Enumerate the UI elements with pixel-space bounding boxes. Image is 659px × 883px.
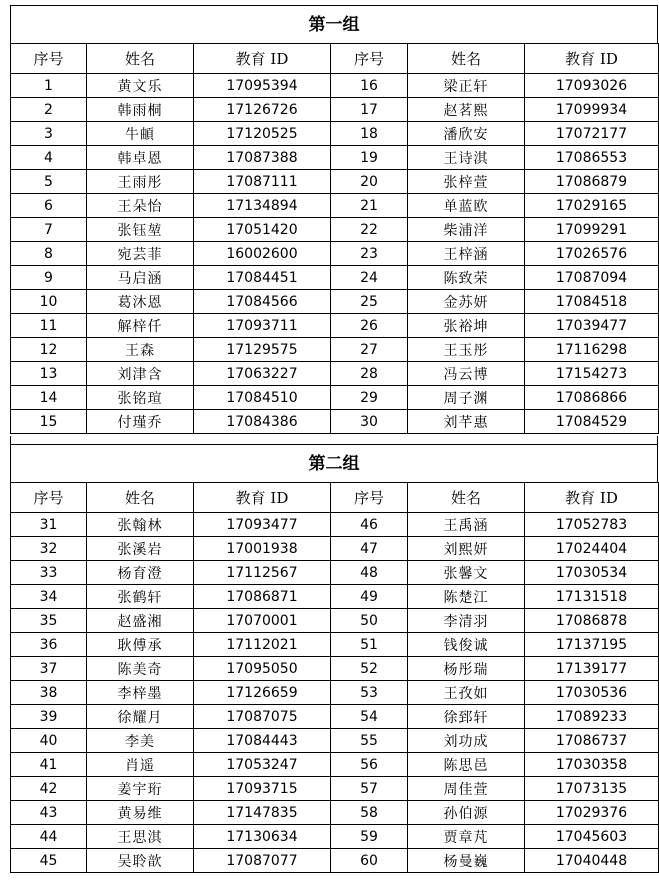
cell-index: 11 — [11, 314, 87, 338]
table-row — [11, 729, 659, 753]
cell-index: 31 — [11, 513, 87, 537]
table-row — [11, 825, 659, 849]
cell-edu-id: 17086871 — [194, 585, 331, 609]
cell-edu-id: 17087075 — [194, 705, 331, 729]
cell-index: 60 — [331, 849, 408, 873]
cell-edu-id: 17093026 — [525, 74, 659, 98]
cell-edu-id: 17086866 — [525, 386, 659, 410]
cell-index: 1 — [11, 74, 87, 98]
cell-index: 27 — [331, 338, 408, 362]
cell-index: 5 — [11, 170, 87, 194]
cell-name: 赵盛湘 — [87, 609, 194, 633]
cell-name: 单蓝欧 — [408, 194, 525, 218]
cell-index: 21 — [331, 194, 408, 218]
table-row — [11, 585, 659, 609]
cell-index: 13 — [11, 362, 87, 386]
cell-index: 2 — [11, 98, 87, 122]
cell-edu-id: 17099291 — [525, 218, 659, 242]
cell-edu-id: 17093711 — [194, 314, 331, 338]
cell-name: 陈思邑 — [408, 753, 525, 777]
cell-edu-id: 17134894 — [194, 194, 331, 218]
cell-edu-id: 17086553 — [525, 146, 659, 170]
header-edu-id: 教育 ID — [525, 44, 659, 74]
header-index: 序号 — [331, 44, 408, 74]
table-row — [11, 338, 659, 362]
cell-name: 李美 — [87, 729, 194, 753]
cell-edu-id: 17126659 — [194, 681, 331, 705]
cell-index: 16 — [331, 74, 408, 98]
cell-index: 53 — [331, 681, 408, 705]
cell-index: 56 — [331, 753, 408, 777]
cell-index: 3 — [11, 122, 87, 146]
table-row — [11, 290, 659, 314]
cell-edu-id: 17130634 — [194, 825, 331, 849]
table-row — [11, 74, 659, 98]
cell-index: 58 — [331, 801, 408, 825]
cell-name: 黄文乐 — [87, 74, 194, 98]
cell-name: 陈楚江 — [408, 585, 525, 609]
table-row — [11, 753, 659, 777]
cell-edu-id: 17030358 — [525, 753, 659, 777]
cell-name: 解梓仟 — [87, 314, 194, 338]
cell-name: 付瑾乔 — [87, 410, 194, 434]
header-edu-id: 教育 ID — [194, 483, 331, 513]
cell-index: 55 — [331, 729, 408, 753]
cell-name: 陈美奇 — [87, 657, 194, 681]
cell-name: 王朵怡 — [87, 194, 194, 218]
group-title: 第二组 — [10, 444, 658, 482]
cell-name: 钱俊诚 — [408, 633, 525, 657]
cell-edu-id: 17084518 — [525, 290, 659, 314]
table-row — [11, 242, 659, 266]
cell-name: 王禹涵 — [408, 513, 525, 537]
cell-index: 38 — [11, 681, 87, 705]
cell-name: 梁正轩 — [408, 74, 525, 98]
cell-index: 6 — [11, 194, 87, 218]
cell-index: 32 — [11, 537, 87, 561]
cell-name: 葛沐恩 — [87, 290, 194, 314]
cell-name: 张铭瑄 — [87, 386, 194, 410]
cell-index: 51 — [331, 633, 408, 657]
cell-edu-id: 17084510 — [194, 386, 331, 410]
cell-index: 24 — [331, 266, 408, 290]
header-edu-id: 教育 ID — [525, 483, 659, 513]
cell-edu-id: 17139177 — [525, 657, 659, 681]
cell-name: 王玉彤 — [408, 338, 525, 362]
header-index: 序号 — [331, 483, 408, 513]
group-title: 第一组 — [10, 5, 658, 43]
cell-edu-id: 17024404 — [525, 537, 659, 561]
cell-index: 20 — [331, 170, 408, 194]
cell-name: 姜宇珩 — [87, 777, 194, 801]
cell-edu-id: 17086737 — [525, 729, 659, 753]
cell-index: 26 — [331, 314, 408, 338]
table-row — [11, 633, 659, 657]
cell-index: 9 — [11, 266, 87, 290]
table-row — [11, 266, 659, 290]
cell-edu-id: 17040448 — [525, 849, 659, 873]
cell-edu-id: 17120525 — [194, 122, 331, 146]
cell-name: 张鹤轩 — [87, 585, 194, 609]
cell-edu-id: 17087094 — [525, 266, 659, 290]
cell-index: 7 — [11, 218, 87, 242]
cell-edu-id: 17126726 — [194, 98, 331, 122]
cell-edu-id: 17086879 — [525, 170, 659, 194]
table-row — [11, 657, 659, 681]
cell-index: 44 — [11, 825, 87, 849]
cell-name: 刘津含 — [87, 362, 194, 386]
table-row — [11, 410, 659, 434]
cell-index: 37 — [11, 657, 87, 681]
cell-name: 张梓萱 — [408, 170, 525, 194]
cell-edu-id: 17072177 — [525, 122, 659, 146]
cell-edu-id: 17026576 — [525, 242, 659, 266]
cell-edu-id: 17030536 — [525, 681, 659, 705]
cell-name: 孙伯源 — [408, 801, 525, 825]
cell-index: 39 — [11, 705, 87, 729]
cell-edu-id: 17084566 — [194, 290, 331, 314]
cell-edu-id: 17084451 — [194, 266, 331, 290]
cell-name: 潘欣安 — [408, 122, 525, 146]
cell-edu-id: 17063227 — [194, 362, 331, 386]
cell-name: 耿傅承 — [87, 633, 194, 657]
cell-name: 马启涵 — [87, 266, 194, 290]
table-row — [11, 218, 659, 242]
cell-edu-id: 17070001 — [194, 609, 331, 633]
cell-name: 陈致荣 — [408, 266, 525, 290]
cell-name: 张溪岩 — [87, 537, 194, 561]
cell-index: 15 — [11, 410, 87, 434]
cell-edu-id: 17029376 — [525, 801, 659, 825]
cell-index: 41 — [11, 753, 87, 777]
cell-index: 29 — [331, 386, 408, 410]
cell-index: 22 — [331, 218, 408, 242]
cell-name: 柴浦洋 — [408, 218, 525, 242]
table-row — [11, 705, 659, 729]
cell-index: 30 — [331, 410, 408, 434]
cell-name: 贾章芃 — [408, 825, 525, 849]
cell-index: 4 — [11, 146, 87, 170]
cell-edu-id: 17089233 — [525, 705, 659, 729]
cell-index: 59 — [331, 825, 408, 849]
cell-edu-id: 17086878 — [525, 609, 659, 633]
cell-edu-id: 17084443 — [194, 729, 331, 753]
cell-name: 王诗淇 — [408, 146, 525, 170]
cell-edu-id: 17052783 — [525, 513, 659, 537]
cell-name: 冯云博 — [408, 362, 525, 386]
cell-name: 周子渊 — [408, 386, 525, 410]
cell-edu-id: 17099934 — [525, 98, 659, 122]
cell-name: 黄易维 — [87, 801, 194, 825]
cell-edu-id: 17112021 — [194, 633, 331, 657]
cell-edu-id: 17001938 — [194, 537, 331, 561]
cell-index: 28 — [331, 362, 408, 386]
header-index: 序号 — [11, 44, 87, 74]
cell-edu-id: 17095394 — [194, 74, 331, 98]
cell-edu-id: 17093715 — [194, 777, 331, 801]
cell-edu-id: 17087111 — [194, 170, 331, 194]
cell-edu-id: 17053247 — [194, 753, 331, 777]
cell-index: 54 — [331, 705, 408, 729]
cell-name: 张翰林 — [87, 513, 194, 537]
cell-index: 45 — [11, 849, 87, 873]
cell-index: 14 — [11, 386, 87, 410]
cell-index: 19 — [331, 146, 408, 170]
table-row — [11, 537, 659, 561]
cell-edu-id: 17087077 — [194, 849, 331, 873]
cell-name: 周佳萱 — [408, 777, 525, 801]
cell-name: 韩卓恩 — [87, 146, 194, 170]
cell-name: 王雨彤 — [87, 170, 194, 194]
cell-edu-id: 17029165 — [525, 194, 659, 218]
cell-name: 张馨文 — [408, 561, 525, 585]
cell-edu-id: 17154273 — [525, 362, 659, 386]
table-row — [11, 849, 659, 873]
header-name: 姓名 — [408, 44, 525, 74]
cell-index: 8 — [11, 242, 87, 266]
cell-index: 49 — [331, 585, 408, 609]
table-row — [11, 561, 659, 585]
cell-index: 48 — [331, 561, 408, 585]
table-row — [11, 146, 659, 170]
cell-index: 36 — [11, 633, 87, 657]
group-one-section — [10, 5, 658, 434]
cell-name: 王孜如 — [408, 681, 525, 705]
group-divider — [10, 436, 658, 444]
cell-name: 赵茗熙 — [408, 98, 525, 122]
cell-edu-id: 17084386 — [194, 410, 331, 434]
group-one-body — [11, 74, 659, 434]
cell-name: 张钰堃 — [87, 218, 194, 242]
cell-index: 42 — [11, 777, 87, 801]
cell-edu-id: 17095050 — [194, 657, 331, 681]
cell-name: 杨曼巍 — [408, 849, 525, 873]
cell-index: 40 — [11, 729, 87, 753]
table-row — [11, 194, 659, 218]
cell-index: 23 — [331, 242, 408, 266]
cell-edu-id: 17131518 — [525, 585, 659, 609]
cell-edu-id: 17045603 — [525, 825, 659, 849]
cell-edu-id: 17093477 — [194, 513, 331, 537]
cell-name: 肖遥 — [87, 753, 194, 777]
cell-name: 王梓涵 — [408, 242, 525, 266]
cell-name: 宛芸菲 — [87, 242, 194, 266]
table-row — [11, 609, 659, 633]
cell-name: 刘功成 — [408, 729, 525, 753]
cell-edu-id: 17030534 — [525, 561, 659, 585]
cell-edu-id: 16002600 — [194, 242, 331, 266]
cell-edu-id: 17084529 — [525, 410, 659, 434]
group-two-body — [11, 513, 659, 873]
cell-index: 33 — [11, 561, 87, 585]
cell-index: 47 — [331, 537, 408, 561]
cell-edu-id: 17147835 — [194, 801, 331, 825]
cell-index: 34 — [11, 585, 87, 609]
cell-index: 57 — [331, 777, 408, 801]
table-row — [11, 681, 659, 705]
cell-name: 吴聆歆 — [87, 849, 194, 873]
table-row — [11, 801, 659, 825]
header-name: 姓名 — [408, 483, 525, 513]
table-row — [11, 777, 659, 801]
table-row — [11, 170, 659, 194]
group-two-section — [10, 444, 658, 873]
cell-index: 50 — [331, 609, 408, 633]
table-row — [11, 98, 659, 122]
cell-edu-id: 17137195 — [525, 633, 659, 657]
header-index: 序号 — [11, 483, 87, 513]
cell-index: 43 — [11, 801, 87, 825]
cell-name: 牛頔 — [87, 122, 194, 146]
group-two-table — [10, 482, 659, 873]
cell-index: 35 — [11, 609, 87, 633]
cell-edu-id: 17073135 — [525, 777, 659, 801]
table-row — [11, 122, 659, 146]
cell-name: 王森 — [87, 338, 194, 362]
cell-edu-id: 17112567 — [194, 561, 331, 585]
cell-edu-id: 17039477 — [525, 314, 659, 338]
cell-name: 刘芊惠 — [408, 410, 525, 434]
table-header-row — [11, 44, 659, 74]
cell-name: 金苏妍 — [408, 290, 525, 314]
cell-edu-id: 17051420 — [194, 218, 331, 242]
cell-name: 杨彤瑞 — [408, 657, 525, 681]
cell-name: 张裕坤 — [408, 314, 525, 338]
cell-edu-id: 17116298 — [525, 338, 659, 362]
cell-index: 17 — [331, 98, 408, 122]
cell-name: 徐耀月 — [87, 705, 194, 729]
cell-index: 10 — [11, 290, 87, 314]
cell-index: 25 — [331, 290, 408, 314]
header-name: 姓名 — [87, 44, 194, 74]
table-row — [11, 513, 659, 537]
cell-name: 李清羽 — [408, 609, 525, 633]
cell-index: 46 — [331, 513, 408, 537]
cell-index: 18 — [331, 122, 408, 146]
cell-edu-id: 17087388 — [194, 146, 331, 170]
table-row — [11, 314, 659, 338]
cell-name: 刘熙妍 — [408, 537, 525, 561]
cell-name: 徐郅轩 — [408, 705, 525, 729]
table-header-row — [11, 483, 659, 513]
cell-index: 12 — [11, 338, 87, 362]
header-edu-id: 教育 ID — [194, 44, 331, 74]
cell-name: 韩雨桐 — [87, 98, 194, 122]
cell-name: 李梓墨 — [87, 681, 194, 705]
cell-index: 52 — [331, 657, 408, 681]
header-name: 姓名 — [87, 483, 194, 513]
table-row — [11, 386, 659, 410]
cell-name: 杨育澄 — [87, 561, 194, 585]
cell-edu-id: 17129575 — [194, 338, 331, 362]
group-one-table — [10, 43, 659, 434]
cell-name: 王思淇 — [87, 825, 194, 849]
table-row — [11, 362, 659, 386]
